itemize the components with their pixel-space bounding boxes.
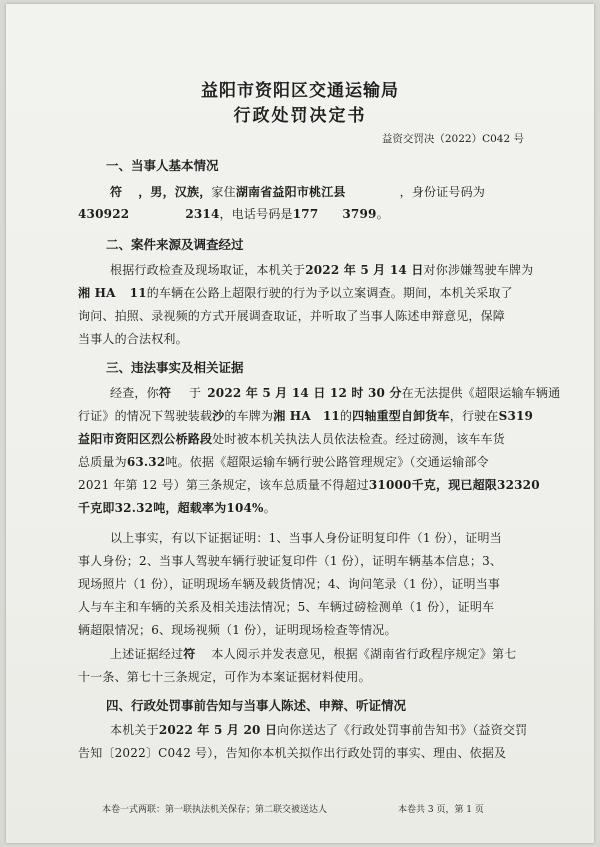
road-section: 益阳市资阳区烈公桥路段: [78, 432, 213, 446]
s3-text-l2f: 的: [339, 409, 353, 423]
evidence-line-4: 人与车主和车辆的关系及相关违法情况；5、车辆过磅检测单（1 份），证明车: [78, 600, 495, 614]
s3-text-l6c: 吨，超载率为: [153, 501, 227, 515]
s3-text-e: 在无法提供《超限运输车辆通: [401, 386, 561, 400]
s3-text-l5a: 2021 年第 12 号）第三条规定，该车总质量不得超过: [78, 478, 369, 492]
s3-text-l4c: 吨。依据《超限运输车辆行驶公路管理规定》（交通运输部令: [165, 455, 489, 469]
cargo: 沙: [212, 409, 225, 423]
overload-kg: 32320: [497, 478, 540, 492]
section-1-heading: 一、当事人基本情况: [106, 158, 219, 173]
weight-limit: 31000: [368, 478, 412, 492]
s3-plate-prefix: 湘 HA: [273, 409, 311, 423]
footer-copies-note: 本卷一式两联：第一联执法机关保存；第二联交被送达人: [102, 805, 328, 815]
s2-line-2: [78, 284, 513, 301]
s3-text-l3b: 处时被本机关执法人员依法检查。经过磅测，该车车货: [212, 432, 506, 446]
id-suffix: 2314: [185, 207, 220, 221]
s4-text-a: 本机关于: [110, 723, 159, 737]
document-number: 益资交罚决（2022）C042 号: [381, 133, 524, 145]
s2-line-3: 询问、拍照、录视频的方式开展调查取证，并听取了当事人陈述申辩意见，保障: [78, 309, 506, 323]
s2-text-a: 根据行政检查及现场取证，本机关于: [110, 263, 306, 277]
s3-line-2: [78, 407, 533, 424]
s2-text-c: 对你涉嫌驾驶车牌为: [423, 263, 534, 277]
s1-line-1: [110, 183, 485, 200]
s3-text-l4a: 总质量为: [78, 455, 127, 469]
party-gender-ethnicity: ，男，汉族，: [138, 185, 212, 199]
footer-page-number: 本卷共 3 页，第 1 页: [398, 805, 484, 815]
evidence-line-1: 以上事实，有以下证据证明：1、当事人身份证明复印件（1 份），证明当: [110, 531, 502, 545]
evidence-line-2: 事人身份；2、当事人驾驶车辆行驶证复印件（1 份），证明车辆基本信息；3、: [78, 554, 503, 568]
phone-prefix: 177: [292, 207, 319, 221]
s3-plate-suffix: 11: [322, 409, 340, 423]
agency-title: 益阳市资阳区交通运输局: [201, 81, 399, 101]
notice-date: 2022 年 5 月 20 日: [158, 723, 278, 737]
plate-prefix: 湘 HA: [78, 286, 116, 300]
section-4-heading: 四、行政处罚事前告知与当事人陈述、申辩、听证情况: [106, 698, 407, 713]
s3-party-name: 符: [158, 386, 172, 400]
violation-time: 2022 年 5 月 14 日 12 时 30 分: [207, 386, 402, 400]
vehicle-type: 四轴重型自卸货车: [352, 409, 450, 423]
party-address: 湖南省益阳市桃江县: [235, 185, 346, 199]
s4-text-c: 向你送达了《行政处罚事前告知书》（益资交罚: [277, 723, 528, 737]
overload-rate: 104%: [226, 501, 264, 515]
s3-line-1: [110, 384, 560, 401]
s3-text-l5c: 千克，现已超限: [411, 478, 498, 492]
s3-p3-party: 符: [183, 647, 196, 661]
s4-line-1: [110, 721, 527, 738]
address-label: 家住: [211, 185, 236, 199]
s1-line-2: [78, 205, 389, 222]
case-date: 2022 年 5 月 14 日: [305, 263, 424, 277]
s3-line-5: [78, 476, 540, 493]
s2-text-l2: 的车辆在公路上超限行驶的行为予以立案调查。期间，本机关采取了: [146, 286, 513, 300]
id-label: ，身份证号码为: [399, 185, 486, 199]
id-prefix: 430922: [78, 207, 130, 221]
evidence-line-5: 辆超限情况；6、现场视频（1 份），证明现场检查等情况。: [78, 623, 397, 637]
s3-text-l2a: 行证》的情况下驾驶装载: [78, 409, 213, 423]
road-code: S319: [498, 409, 534, 423]
s3-text-l2h: ，行驶在: [449, 409, 499, 423]
s3-text-l6e: 。: [263, 501, 276, 515]
phone-label: ，电话号码是: [219, 207, 293, 221]
s3-text-l2c: 的车牌为: [224, 409, 274, 423]
s2-line-4: 当事人的合法权利。: [78, 332, 188, 346]
plate-suffix: 11: [129, 286, 147, 300]
s3-text-c: 于: [189, 386, 202, 400]
s3-line-4: [78, 453, 489, 470]
document-title: 行政处罚决定书: [233, 106, 367, 126]
total-weight: 63.32: [126, 455, 166, 469]
s3-p3-line-1: [110, 645, 516, 662]
overload-ton: 32.32: [114, 501, 154, 515]
s2-line-1: [110, 261, 533, 278]
s3-p3-line-2: 十一条、第七十三条规定，可作为本案证据材料使用。: [78, 670, 371, 684]
section-2-heading: 二、案件来源及调查经过: [106, 237, 244, 252]
s3-p3-text-a: 上述证据经过: [110, 647, 184, 661]
document-page: [6, 4, 594, 843]
s3-p3-text-c: 本人阅示并发表意见，根据《湖南省行政程序规定》第七: [211, 647, 517, 661]
s3-line-6: [78, 499, 276, 516]
section-3-heading: 三、违法事实及相关证据: [106, 360, 244, 375]
phone-suffix: 3799: [342, 207, 377, 221]
s4-line-2: 告知〔2022〕C042 号），告知你本机关拟作出行政处罚的事实、理由、依据及: [78, 746, 507, 760]
s1-period: 。: [376, 207, 389, 221]
s3-text-l6a: 千克即: [78, 501, 115, 515]
party-name: 符: [110, 185, 123, 199]
s3-text-a: 经查，你: [110, 386, 159, 400]
evidence-line-3: 现场照片（1 份），证明现场车辆及载货情况；4、询问笔录（1 份），证明当事: [78, 577, 501, 591]
s3-line-3: [78, 430, 505, 447]
